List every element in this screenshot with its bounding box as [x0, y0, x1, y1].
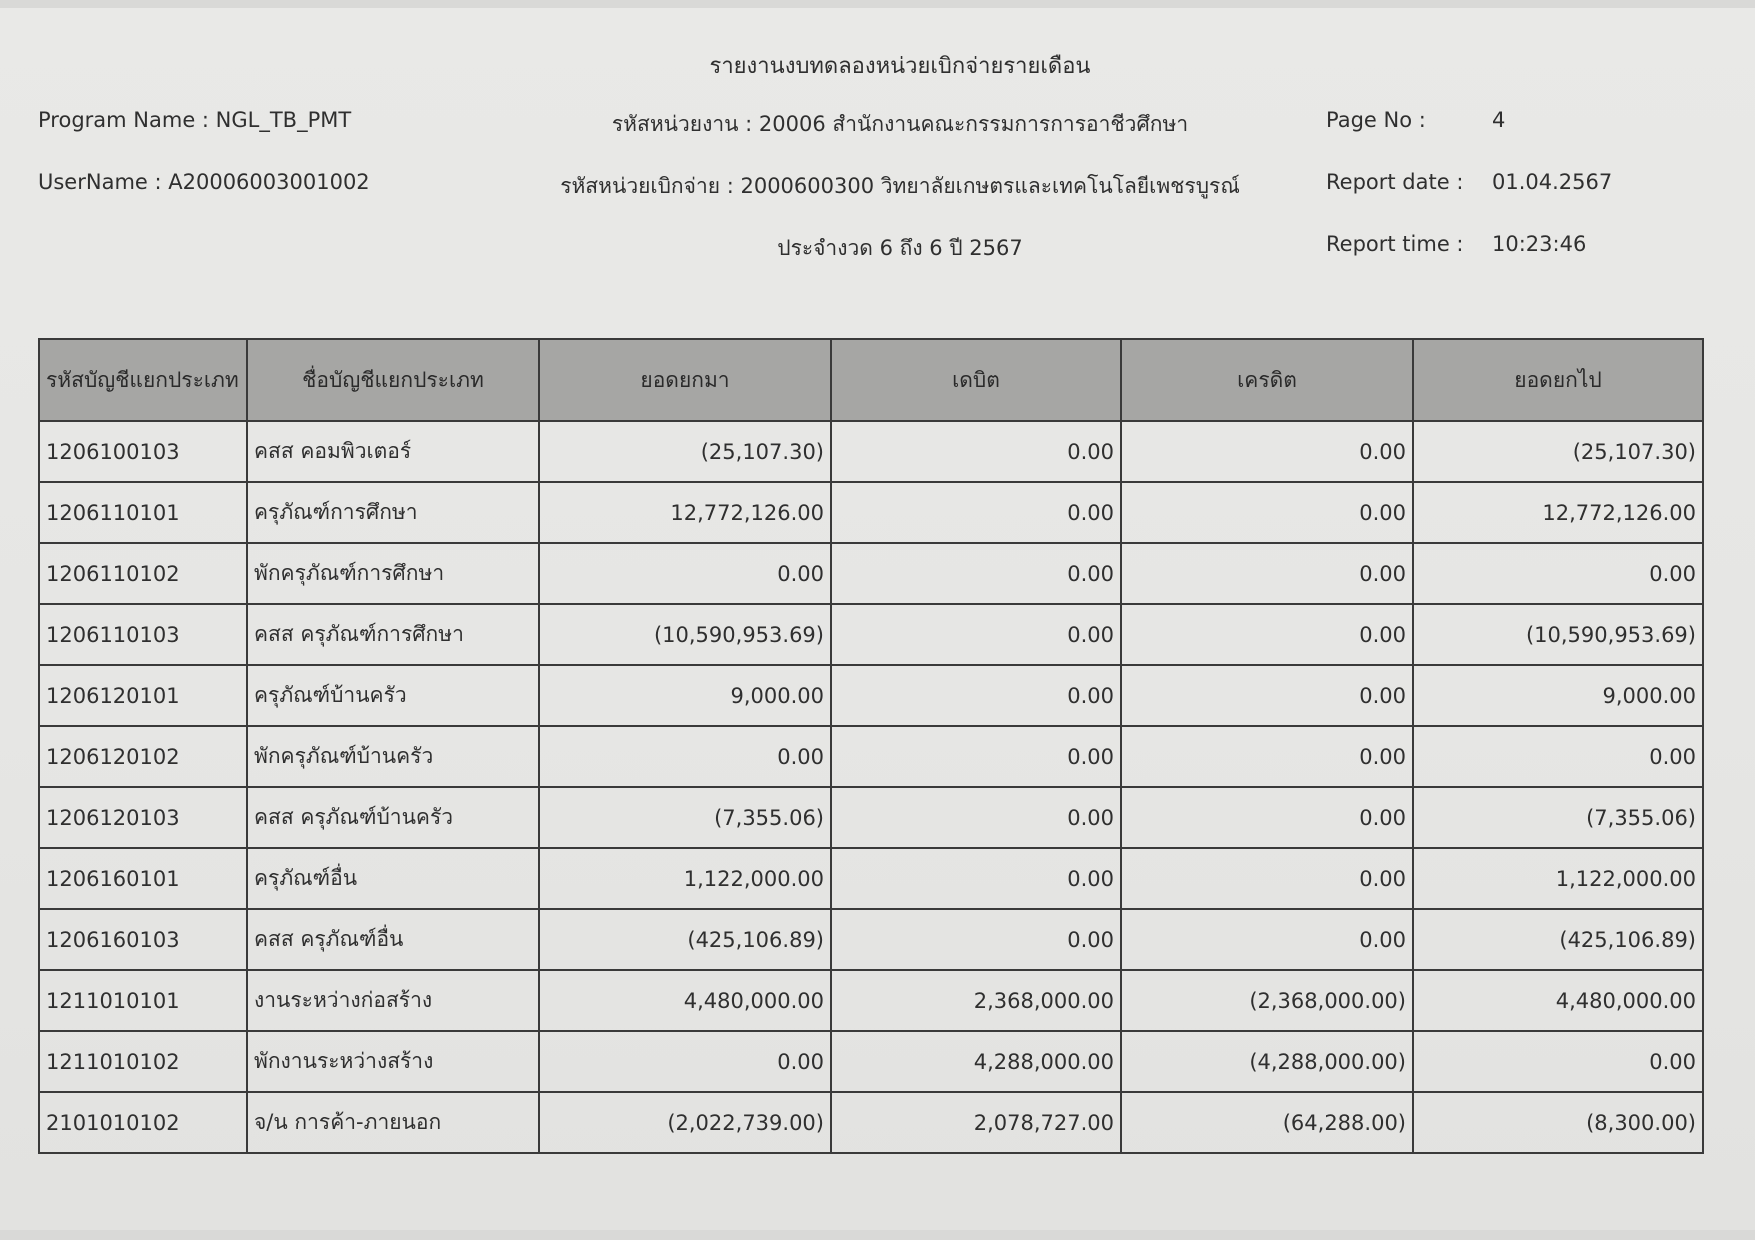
cell-credit: (2,368,000.00) — [1121, 970, 1413, 1031]
column-header-account-name: ชื่อบัญชีแยกประเภท — [247, 339, 539, 421]
cell-credit: 0.00 — [1121, 482, 1413, 543]
cell-brought-forward: (7,355.06) — [539, 787, 831, 848]
cell-account-name: คสส ครุภัณฑ์อื่น — [247, 909, 539, 970]
cell-account-name: พักครุภัณฑ์การศึกษา — [247, 543, 539, 604]
cell-account-code: 1206120101 — [39, 665, 247, 726]
cell-account-name: งานระหว่างก่อสร้าง — [247, 970, 539, 1031]
cell-credit: 0.00 — [1121, 543, 1413, 604]
cell-debit: 0.00 — [831, 421, 1121, 482]
cell-debit: 0.00 — [831, 543, 1121, 604]
table-row — [39, 665, 1703, 726]
cell-brought-forward: 9,000.00 — [539, 665, 831, 726]
cell-carried-forward: 4,480,000.00 — [1413, 970, 1703, 1031]
cell-credit: 0.00 — [1121, 909, 1413, 970]
cell-credit: 0.00 — [1121, 665, 1413, 726]
cell-account-name: จ/น การค้า-ภายนอก — [247, 1092, 539, 1153]
cell-credit: (64,288.00) — [1121, 1092, 1413, 1153]
cell-brought-forward: 4,480,000.00 — [539, 970, 831, 1031]
report-title: รายงานงบทดลองหน่วยเบิกจ่ายรายเดือน — [709, 54, 1091, 79]
cell-account-code: 1206100103 — [39, 421, 247, 482]
table-header-row — [39, 339, 1703, 421]
cell-account-code: 1206160101 — [39, 848, 247, 909]
cell-brought-forward: 0.00 — [539, 1031, 831, 1092]
cell-credit: (4,288,000.00) — [1121, 1031, 1413, 1092]
cell-account-code: 1206110103 — [39, 604, 247, 665]
cell-brought-forward: (2,022,739.00) — [539, 1092, 831, 1153]
cell-carried-forward: (425,106.89) — [1413, 909, 1703, 970]
cell-debit: 0.00 — [831, 604, 1121, 665]
report-time-value: 10:23:46 — [1492, 232, 1587, 256]
disbursing-unit-line: รหัสหน่วยเบิกจ่าย : 2000600300 วิทยาลัยเกษตรและเทคโนโลยีเพชรบูรณ์ — [560, 174, 1240, 198]
report-date-label: Report date : — [1326, 170, 1464, 194]
period-line: ประจำงวด 6 ถึง 6 ปี 2567 — [777, 236, 1023, 260]
cell-carried-forward: (10,590,953.69) — [1413, 604, 1703, 665]
cell-account-name: ครุภัณฑ์บ้านครัว — [247, 665, 539, 726]
table-row — [39, 726, 1703, 787]
cell-brought-forward: (10,590,953.69) — [539, 604, 831, 665]
cell-debit: 0.00 — [831, 665, 1121, 726]
cell-carried-forward: 12,772,126.00 — [1413, 482, 1703, 543]
cell-credit: 0.00 — [1121, 604, 1413, 665]
cell-account-code: 2101010102 — [39, 1092, 247, 1153]
cell-account-code: 1206120102 — [39, 726, 247, 787]
page-no-value: 4 — [1492, 108, 1506, 132]
table-row — [39, 1031, 1703, 1092]
column-header-brought-forward: ยอดยกมา — [539, 339, 831, 421]
cell-account-name: คสส ครุภัณฑ์บ้านครัว — [247, 787, 539, 848]
cell-account-code: 1206110101 — [39, 482, 247, 543]
cell-carried-forward: 9,000.00 — [1413, 665, 1703, 726]
table-row — [39, 543, 1703, 604]
cell-account-name: คสส คอมพิวเตอร์ — [247, 421, 539, 482]
program-name: Program Name : NGL_TB_PMT — [38, 108, 352, 132]
cell-account-code: 1211010102 — [39, 1031, 247, 1092]
cell-debit: 2,078,727.00 — [831, 1092, 1121, 1153]
cell-account-name: พักงานระหว่างสร้าง — [247, 1031, 539, 1092]
cell-account-code: 1206160103 — [39, 909, 247, 970]
agency-line: รหัสหน่วยงาน : 20006 สำนักงานคณะกรรมการการอาชีวศึกษา — [611, 112, 1189, 136]
cell-account-name: ครุภัณฑ์การศึกษา — [247, 482, 539, 543]
cell-credit: 0.00 — [1121, 421, 1413, 482]
cell-brought-forward: 0.00 — [539, 726, 831, 787]
page-no-label: Page No : — [1326, 108, 1426, 132]
cell-debit: 0.00 — [831, 787, 1121, 848]
cell-debit: 0.00 — [831, 848, 1121, 909]
table-row — [39, 848, 1703, 909]
cell-debit: 0.00 — [831, 726, 1121, 787]
table-row — [39, 787, 1703, 848]
user-name: UserName : A20006003001002 — [38, 170, 370, 194]
report-time-label: Report time : — [1326, 232, 1464, 256]
cell-debit: 0.00 — [831, 482, 1121, 543]
cell-carried-forward: 0.00 — [1413, 1031, 1703, 1092]
table-row — [39, 482, 1703, 543]
cell-carried-forward: (8,300.00) — [1413, 1092, 1703, 1153]
cell-brought-forward: 12,772,126.00 — [539, 482, 831, 543]
cell-credit: 0.00 — [1121, 726, 1413, 787]
table-row — [39, 909, 1703, 970]
cell-debit: 0.00 — [831, 909, 1121, 970]
table-row — [39, 970, 1703, 1031]
cell-account-name: พักครุภัณฑ์บ้านครัว — [247, 726, 539, 787]
cell-account-name: ครุภัณฑ์อื่น — [247, 848, 539, 909]
report-date-value: 01.04.2567 — [1492, 170, 1613, 194]
column-header-carried-forward: ยอดยกไป — [1413, 339, 1703, 421]
cell-brought-forward: (25,107.30) — [539, 421, 831, 482]
table-row — [39, 604, 1703, 665]
cell-debit: 2,368,000.00 — [831, 970, 1121, 1031]
cell-account-code: 1211010101 — [39, 970, 247, 1031]
cell-carried-forward: (7,355.06) — [1413, 787, 1703, 848]
cell-carried-forward: 0.00 — [1413, 726, 1703, 787]
cell-carried-forward: 0.00 — [1413, 543, 1703, 604]
cell-credit: 0.00 — [1121, 848, 1413, 909]
cell-brought-forward: 1,122,000.00 — [539, 848, 831, 909]
trial-balance-table — [38, 338, 1704, 1154]
cell-brought-forward: (425,106.89) — [539, 909, 831, 970]
cell-account-code: 1206110102 — [39, 543, 247, 604]
column-header-credit: เครดิต — [1121, 339, 1413, 421]
cell-carried-forward: 1,122,000.00 — [1413, 848, 1703, 909]
table-row — [39, 421, 1703, 482]
table-row — [39, 1092, 1703, 1153]
cell-account-name: คสส ครุภัณฑ์การศึกษา — [247, 604, 539, 665]
report-sheet — [0, 8, 1755, 1230]
cell-debit: 4,288,000.00 — [831, 1031, 1121, 1092]
cell-credit: 0.00 — [1121, 787, 1413, 848]
cell-brought-forward: 0.00 — [539, 543, 831, 604]
cell-carried-forward: (25,107.30) — [1413, 421, 1703, 482]
column-header-debit: เดบิต — [831, 339, 1121, 421]
cell-account-code: 1206120103 — [39, 787, 247, 848]
column-header-account-code: รหัสบัญชีแยกประเภท — [39, 339, 247, 421]
